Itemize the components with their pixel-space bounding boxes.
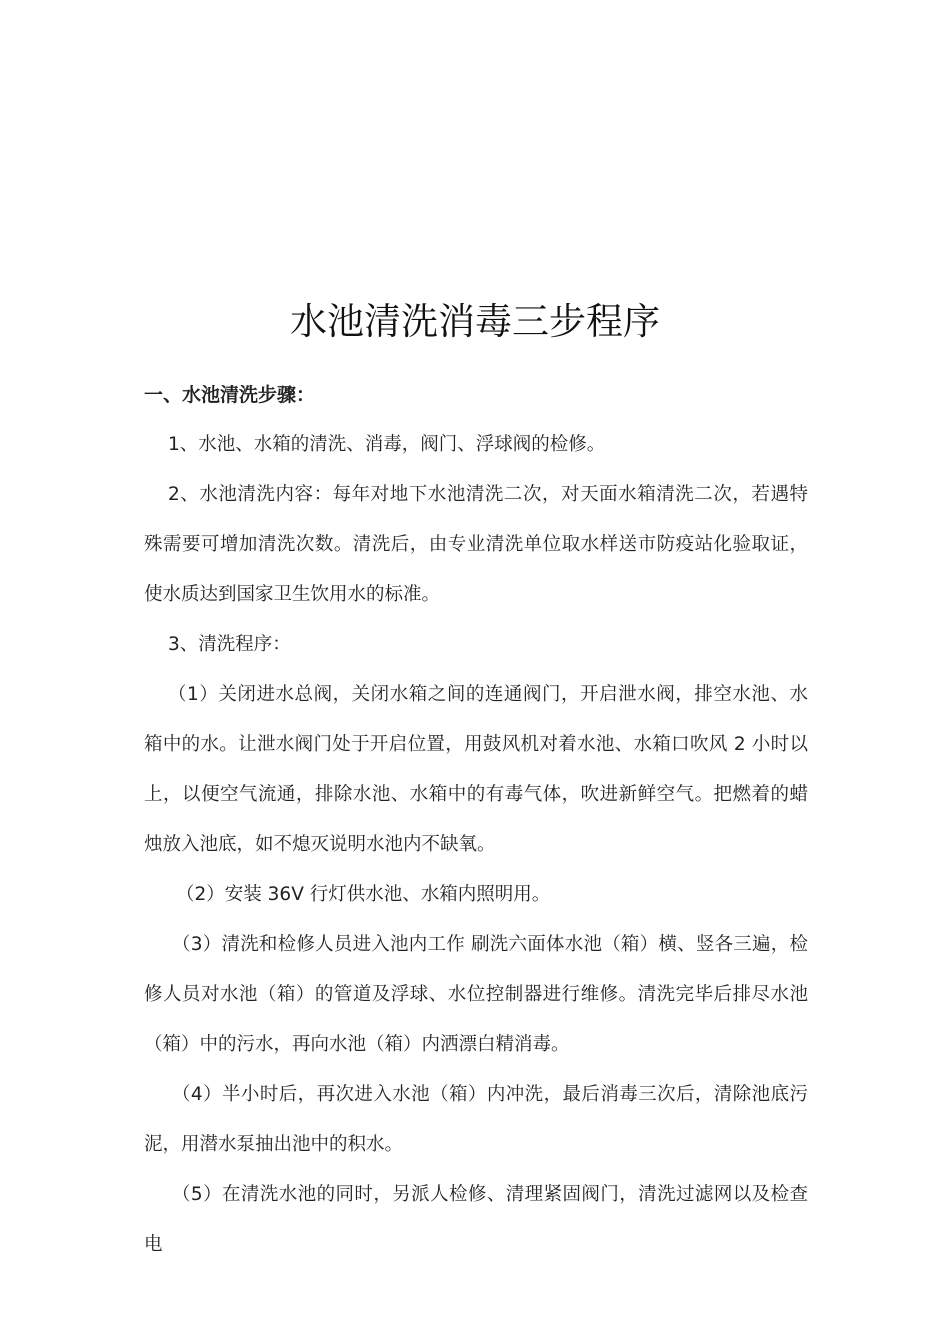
document-title: 水池清洗消毒三步程序 [290,300,660,343]
paragraph-2: 2、水池清洗内容：每年对地下水池清洗二次，对天面水箱清洗二次，若遇特殊需要可增加清洗次数。清洗后，由专业清洗单位取水样送市防疫站化验取证，使水质达到国家卫生饮用水的标准。 [144,484,808,605]
paragraph-step-5: （5）在清洗水池的同时，另派人检修、清理紧固阀门，清洗过滤网以及检查电 [144,1184,808,1255]
paragraph-step-2: （2）安装 36V 行灯供水池、水箱内照明用。 [176,884,551,905]
paragraph-step-1: （1）关闭进水总阀，关闭水箱之间的连通阀门，开启泄水阀，排空水池、水箱中的水。让泄水阀门处于开启位置，用鼓风机对着水池、水箱口吹风 2 小时以上，以便空气流通，排除水池、水箱中的有毒气体，吹进新鲜空气。把燃着的蜡烛放入池底，如不熄灭说明水池内不缺氧。 [144,684,808,855]
paragraph-3: 3、清洗程序： [168,634,291,655]
paragraph-step-4: （4）半小时后，再次进入水池（箱）内冲洗，最后消毒三次后，清除池底污泥，用潜水泵抽出池中的积水。 [144,1084,808,1155]
section-heading: 一、水池清洗步骤： [144,384,316,406]
document-body [144,370,808,1270]
paragraph-step-3: （3）清洗和检修人员进入池内工作 刷洗六面体水池（箱）横、竖各三遍，检修人员对水池（箱）的管道及浮球、水位控制器进行维修。清洗完毕后排尽水池（箱）中的污水，再向水池（箱）内洒漂白精消毒。 [144,934,808,1055]
paragraph-1: 1、水池、水箱的清洗、消毒，阀门、浮球阀的检修。 [168,434,606,455]
